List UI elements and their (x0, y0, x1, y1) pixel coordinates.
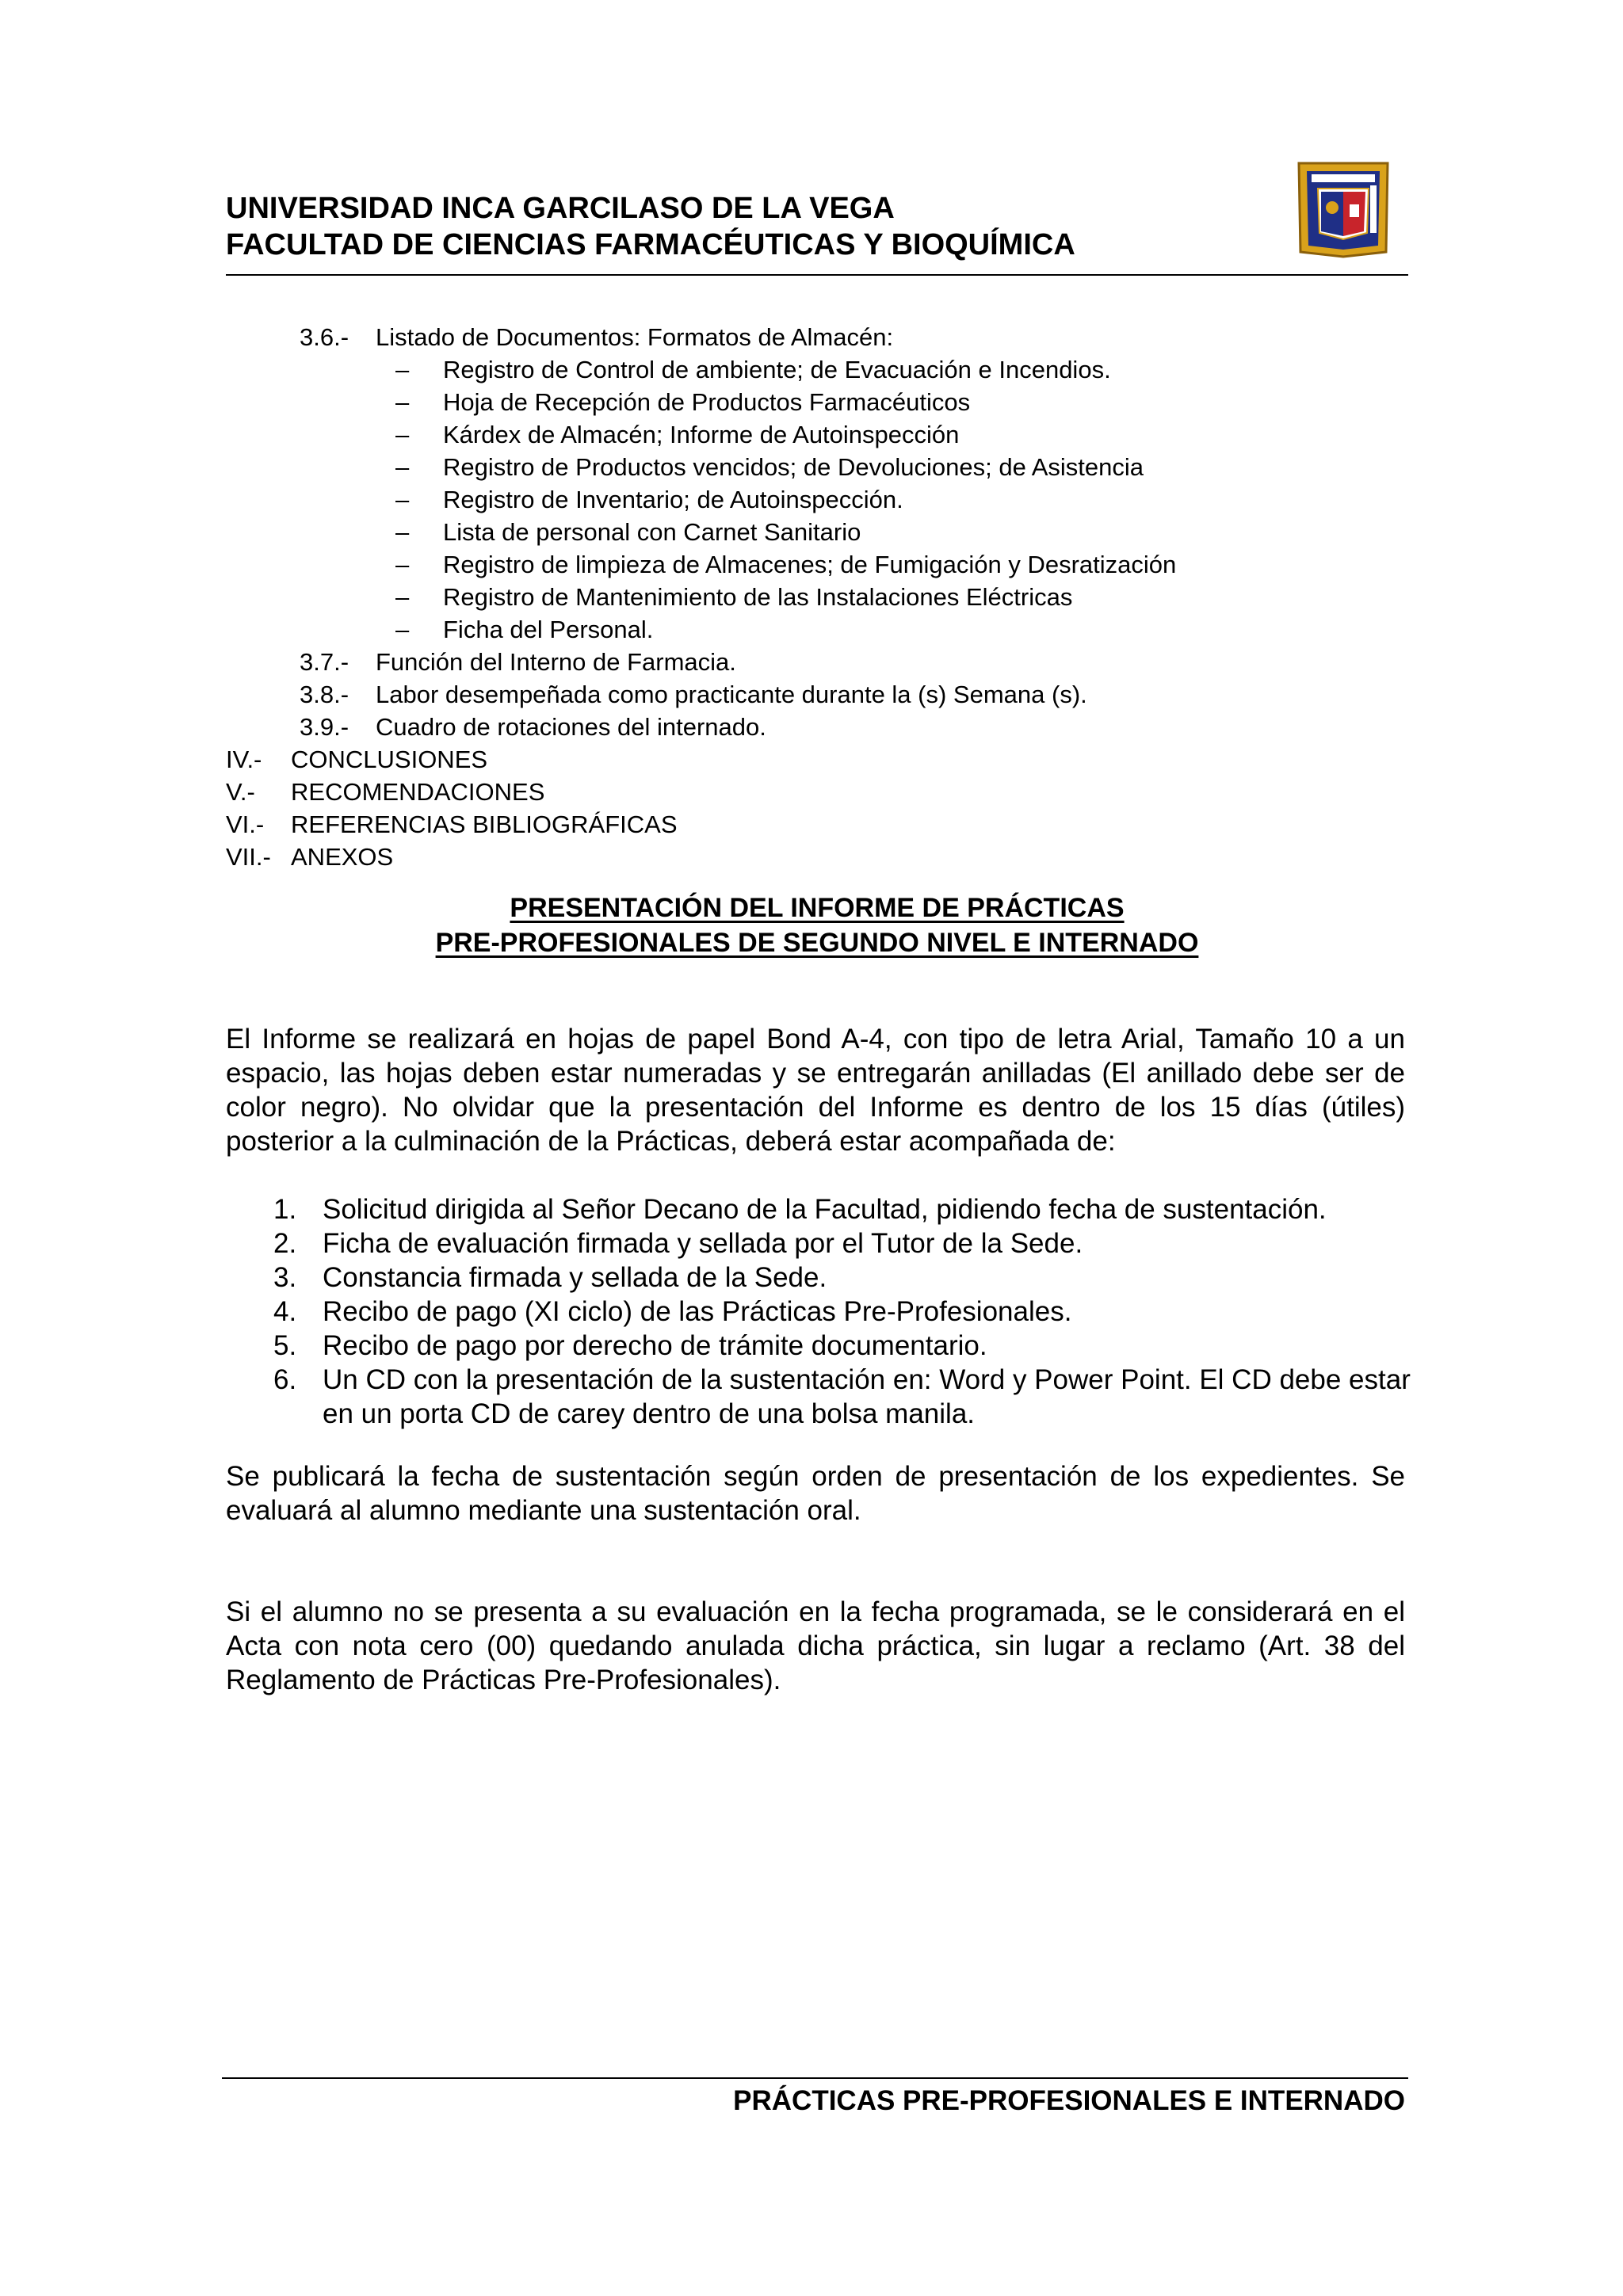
document-outline (226, 321, 1415, 873)
faculty-name: FACULTAD DE CIENCIAS FARMACÉUTICAS Y BIOQUÍMICA (226, 228, 1075, 261)
section-referencias (226, 808, 1415, 841)
list-item (226, 451, 1415, 483)
list-item (226, 418, 1415, 451)
list-item-text: Ficha del Personal. (443, 616, 654, 643)
requirements-list (226, 1192, 1415, 1431)
outline-item-3-7 (226, 646, 1415, 678)
list-item-text: Recibo de pago (XI ciclo) de las Prácticas Pre-Profesionales. (323, 1296, 1072, 1327)
list-item (226, 1261, 1415, 1295)
section-number: VI.- (226, 810, 265, 838)
outline-text: Función del Interno de Farmacia. (376, 648, 736, 676)
list-item (226, 548, 1415, 581)
list-item (226, 1329, 1415, 1363)
dash-bullet: – (395, 356, 410, 383)
list-item-text: Registro de limpieza de Almacenes; de Fumigación y Desratización (443, 551, 1177, 578)
section-number: IV.- (226, 746, 262, 773)
university-name: UNIVERSIDAD INCA GARCILASO DE LA VEGA (226, 192, 895, 225)
list-number: 1. (273, 1194, 297, 1225)
outline-text: Cuadro de rotaciones del internado. (376, 713, 766, 741)
outline-number: 3.6.- (300, 323, 349, 351)
dash-bullet: – (395, 616, 410, 643)
section-recomendaciones (226, 776, 1415, 808)
list-item (226, 483, 1415, 516)
list-item-text: Constancia firmada y sellada de la Sede. (323, 1262, 827, 1293)
outline-number: 3.7.- (300, 648, 349, 676)
section-text: RECOMENDACIONES (291, 778, 545, 806)
outline-text: Listado de Documentos: Formatos de Almacén: (376, 323, 894, 351)
list-item (226, 353, 1415, 386)
footer-divider (222, 2077, 1408, 2079)
list-item (226, 581, 1415, 613)
page-header (226, 190, 1408, 276)
list-number: 4. (273, 1296, 297, 1327)
dash-bullet: – (395, 388, 410, 416)
list-item (226, 1295, 1415, 1329)
list-item (226, 516, 1415, 548)
list-item (226, 1192, 1415, 1226)
outline-text: Labor desempeñada como practicante durante la (s) Semana (s). (376, 681, 1087, 708)
list-item-text: Recibo de pago por derecho de trámite documentario. (323, 1330, 987, 1361)
paragraph-absence: Si el alumno no se presenta a su evaluación en la fecha programada, se le considerará en el Acta con nota cero (00) quedando anulada dicha práctica, sin lugar a reclamo (Art. 38 del Reglamento de Prácticas Pre-Profesionales). (226, 1596, 1405, 1695)
list-item-text: Registro de Control de ambiente; de Evacuación e Incendios. (443, 356, 1111, 383)
section-conclusiones (226, 743, 1415, 776)
list-item (226, 1363, 1415, 1431)
list-item-text: Lista de personal con Carnet Sanitario (443, 518, 861, 546)
section-number: V.- (226, 778, 255, 806)
list-number: 2. (273, 1228, 297, 1259)
dash-bullet: – (395, 453, 410, 481)
university-logo (1294, 157, 1392, 258)
outline-item-3-8 (226, 678, 1415, 711)
section-number: VII.- (226, 843, 271, 871)
list-item (226, 613, 1415, 646)
page-footer: PRÁCTICAS PRE-PROFESIONALES E INTERNADO (733, 2085, 1405, 2116)
section-text: ANEXOS (291, 843, 394, 871)
section-anexos (226, 841, 1415, 873)
list-number: 5. (273, 1330, 297, 1361)
outline-number: 3.9.- (300, 713, 349, 741)
list-item-text: Solicitud dirigida al Señor Decano de la Facultad, pidiendo fecha de sustentación. (323, 1194, 1327, 1225)
paragraph-publication: Se publicará la fecha de sustentación según orden de presentación de los expedientes. Se evaluará al alumno mediante una sustentación oral. (226, 1461, 1405, 1526)
dash-bullet: – (395, 486, 410, 513)
list-item (226, 1226, 1415, 1261)
dash-bullet: – (395, 421, 410, 448)
list-number: 6. (273, 1364, 297, 1395)
list-item-text: Hoja de Recepción de Productos Farmacéuticos (443, 388, 971, 416)
outline-item-3-6 (226, 321, 1415, 353)
list-item-text: Un CD con la presentación de la sustentación en: Word y Power Point. El CD debe estar en un porta CD de carey dentro de una bolsa manila. (323, 1364, 1411, 1429)
list-item-text: Registro de Inventario; de Autoinspección. (443, 486, 903, 513)
list-item-text: Registro de Productos vencidos; de Devoluciones; de Asistencia (443, 453, 1144, 481)
section-title (226, 891, 1408, 960)
outline-number: 3.8.- (300, 681, 349, 708)
list-item-text: Ficha de evaluación firmada y sellada por el Tutor de la Sede. (323, 1228, 1083, 1259)
outline-item-3-9 (226, 711, 1415, 743)
dash-bullet: – (395, 518, 410, 546)
list-item (226, 386, 1415, 418)
list-item-text: Kárdex de Almacén; Informe de Autoinspección (443, 421, 960, 448)
section-text: CONCLUSIONES (291, 746, 488, 773)
dash-bullet: – (395, 551, 410, 578)
list-item-text: Registro de Mantenimiento de las Instalaciones Eléctricas (443, 583, 1073, 611)
section-text: REFERENCIAS BIBLIOGRÁFICAS (291, 810, 678, 838)
paragraph-intro: El Informe se realizará en hojas de papel Bond A-4, con tipo de letra Arial, Tamaño 10 a un espacio, las hojas deben estar numeradas y se entregarán anilladas (El anillado debe ser de color negro). No olvidar que la presentación del Informe es dentro de los 15 días (útiles) posterior a la culminación de la Prácticas, deberá estar acompañada de: (226, 1024, 1405, 1157)
title-line-1: PRESENTACIÓN DEL INFORME DE PRÁCTICAS (510, 893, 1125, 923)
dash-bullet: – (395, 583, 410, 611)
title-line-2: PRE-PROFESIONALES DE SEGUNDO NIVEL E INTERNADO (435, 928, 1199, 958)
list-number: 3. (273, 1262, 297, 1293)
